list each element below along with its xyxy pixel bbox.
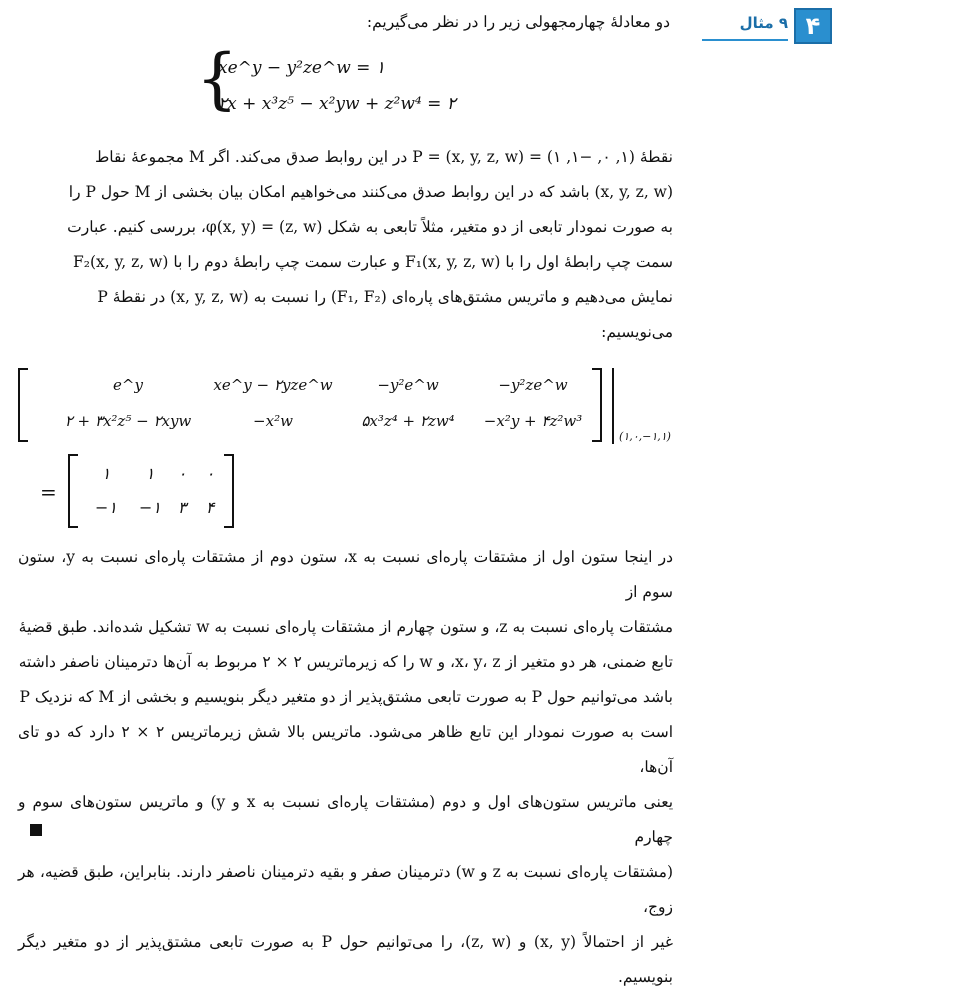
paragraph-2-line: است به صورت نمودار این تابع ظاهر می‌شود. ماتریس بالا شش زیرماتریس ۲ × ۲ دارد که دو تای آن‌ها، bbox=[18, 723, 673, 776]
paragraph-2-line: تابع ضمنی، هر دو متغیر از x، y، z، و w را که زیرماتریس ۲ × ۲ مربوط به آن‌ها دترمینان ناصفر داشته bbox=[18, 653, 673, 671]
intro-text: دو معادلهٔ چهارمجهولی زیر را در نظر می‌گیریم: bbox=[366, 13, 670, 31]
paragraph-1-line: نمایش می‌دهیم و ماتریس مشتق‌های پاره‌ای (F₁, F₂) را نسبت به (x, y, z, w) در نقطهٔ P bbox=[97, 288, 673, 306]
paragraph-2-line: یعنی ماتریس ستون‌های اول و دوم (مشتقات پاره‌ای نسبت به x و y) و ماتریس ستون‌های سوم و چهارم bbox=[18, 793, 674, 846]
paragraph-1-line: سمت چپ رابطهٔ اول را با F₁(x, y, z, w) و عبارت سمت چپ رابطهٔ دوم را با F₂(x, y, z, w) bbox=[72, 253, 673, 271]
matrix-cell: xe^y − ۲yze^w bbox=[213, 376, 333, 394]
matrix-cell: −y²e^w bbox=[377, 376, 439, 394]
end-of-proof-square bbox=[30, 824, 42, 836]
example-badge bbox=[700, 8, 832, 44]
left-bracket bbox=[18, 368, 28, 442]
equation-system bbox=[196, 40, 496, 124]
paragraph-2-line: باشد می‌توانیم حول P به صورت تابعی مشتق‌پذیر از دو متغیر دیگر بنویسیم و بخشی از M که نزدیک P bbox=[19, 688, 673, 706]
matrix-cell: ۱ bbox=[101, 464, 111, 483]
matrix-cell: −x²w bbox=[253, 412, 293, 430]
matrix-cell: ۳ bbox=[177, 498, 187, 517]
system-brace: { bbox=[196, 40, 238, 117]
jacobian-symbolic bbox=[18, 368, 678, 448]
evaluation-bar bbox=[612, 368, 614, 444]
right-bracket bbox=[592, 368, 602, 442]
matrix-cell: ۰ bbox=[177, 464, 187, 483]
matrix-cell: −۱ bbox=[139, 498, 161, 517]
example-underline bbox=[702, 39, 788, 41]
paragraph-2-line: در اینجا ستون اول از مشتقات پاره‌ای نسبت به x، ستون دوم از مشتقات پاره‌ای نسبت به y، ستون سوم از bbox=[18, 548, 673, 601]
paragraph-1-line: به صورت نمودار تابعی از دو متغیر، مثلاً تابعی به شکل (z, w) = φ(x, y)، بررسی کنیم. عبارت bbox=[67, 218, 673, 236]
matrix-cell: ۵x³z⁴ + ۲zw⁴ bbox=[361, 412, 455, 430]
paragraph-1-line: نقطهٔ (۱, ۰, −۱, ۱) = P = (x, y, z, w) در این روابط صدق می‌کند. اگر M مجموعهٔ نقاط bbox=[94, 148, 673, 166]
paragraph-2-line: (مشتقات پاره‌ای نسبت به z و w) دترمینان صفر و بقیه دترمینان ناصفر دارند. بنابراین، طبق قضیه، هر زوج، bbox=[18, 863, 673, 916]
matrix-cell: −y²ze^w bbox=[498, 376, 568, 394]
example-label: ۹ مثال bbox=[739, 14, 788, 32]
matrix-cell: e^y bbox=[113, 376, 143, 394]
paragraph-1-line: می‌نویسیم: bbox=[601, 323, 673, 341]
paragraph-2-line: غیر از احتمالاً (x, y) و (z, w)، را می‌توانیم حول P به صورت تابعی مشتق‌پذیر از دو متغیر دیگر بنویسیم. bbox=[18, 933, 673, 986]
matrix-cell: ۱ bbox=[145, 464, 155, 483]
right-bracket bbox=[224, 454, 234, 528]
matrix-cell: ۲ + ۳x²z⁵ − ۲xyw bbox=[64, 412, 192, 430]
matrix-cell: ۰ bbox=[205, 464, 215, 483]
jacobian-numeric bbox=[40, 452, 260, 532]
paragraph-2 bbox=[18, 540, 673, 995]
paragraph-1-line: (x, y, z, w) باشد که در این روابط صدق می‌کنند می‌خواهیم امکان بیان بخشی از M حول P را bbox=[68, 183, 673, 201]
equation-2: ۲x + x³z⁵ − x²yw + z²w⁴ = ۲ bbox=[218, 94, 456, 114]
left-bracket bbox=[68, 454, 78, 528]
matrix-cell: −x²y + ۴z²w³ bbox=[483, 412, 583, 430]
evaluation-point: (۱,۰,−۱,۱) bbox=[619, 430, 671, 443]
example-number: ۴ bbox=[794, 8, 832, 44]
equation-1: xe^y − y²ze^w = ۱ bbox=[218, 58, 385, 78]
paragraph-1 bbox=[18, 140, 673, 350]
matrix-cell: −۱ bbox=[95, 498, 117, 517]
matrix-cell: ۴ bbox=[205, 498, 215, 517]
equals-sign: = bbox=[40, 480, 57, 504]
paragraph-2-line: مشتقات پاره‌ای نسبت به z، و ستون چهارم از مشتقات پاره‌ای نسبت به w تشکیل شده‌اند. طبق قضیهٔ bbox=[18, 618, 673, 636]
